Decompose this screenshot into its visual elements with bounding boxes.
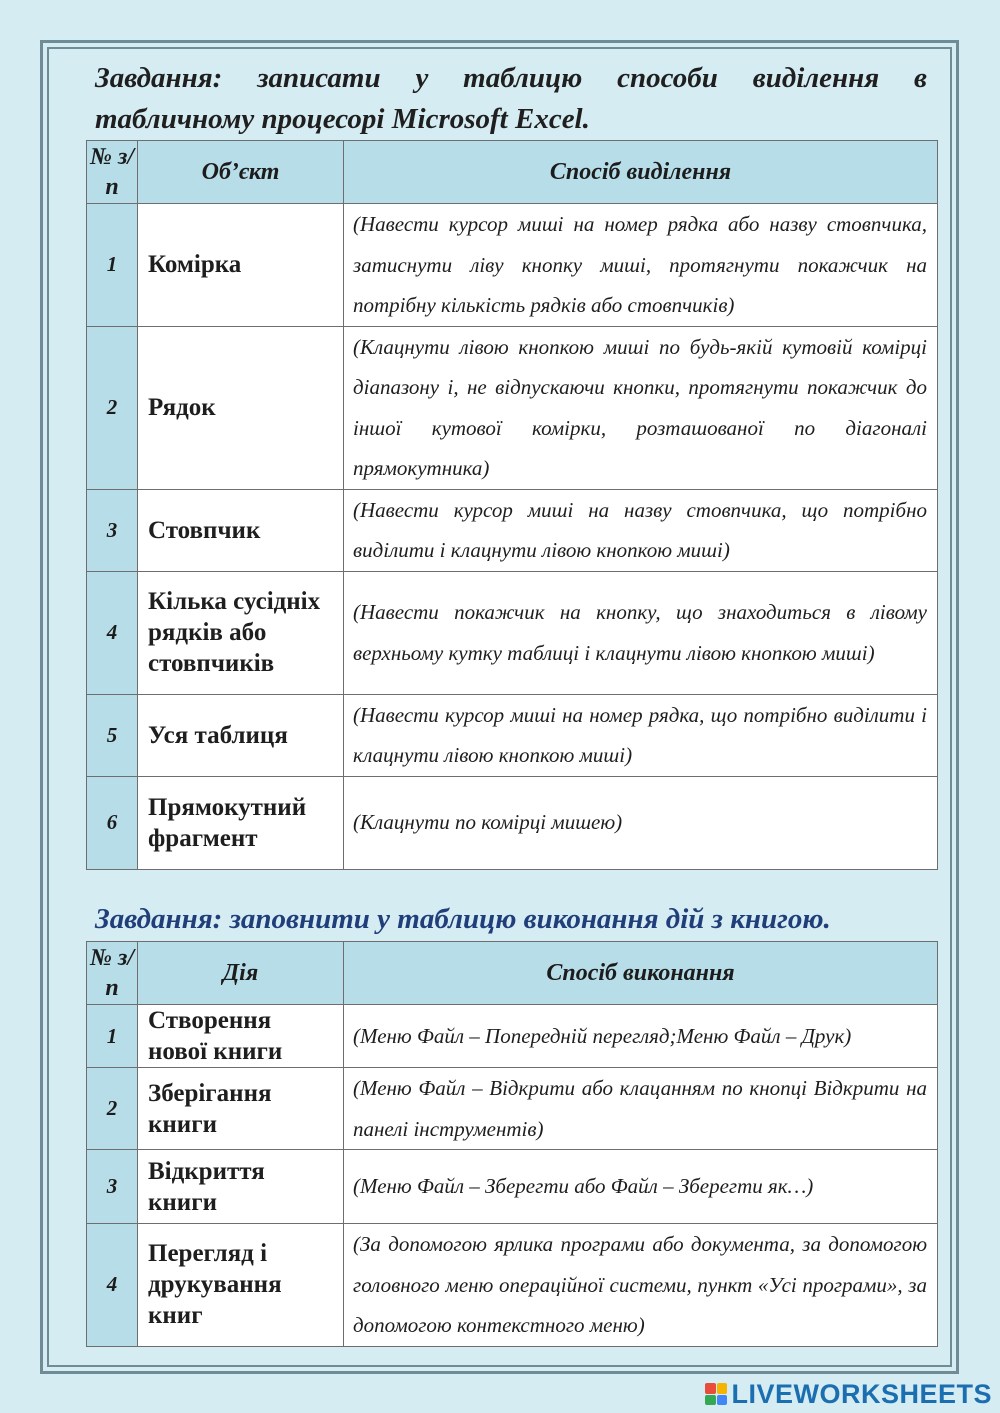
method-cell[interactable]: (Навести покажчик на кнопку, що знаходиться в лівому верхньому кутку таблиці і клацнути лівою кнопкою миші)	[344, 571, 938, 694]
table-row	[87, 694, 938, 776]
column-header-num: № з/п	[87, 141, 138, 204]
table-row	[87, 1005, 938, 1068]
method-cell[interactable]: (Меню Файл – Відкрити або клацанням по кнопці Відкрити на панелі інструментів)	[344, 1068, 938, 1150]
method-cell[interactable]: (Навести курсор миші на назву стовпчика, що потрібно виділити і клацнути лівою кнопкою миші)	[344, 489, 938, 571]
object-cell: Рядок	[138, 326, 344, 489]
object-cell: Кілька сусідніх рядків або стовпчиків	[138, 571, 344, 694]
action-cell: Відкриття книги	[138, 1150, 344, 1224]
object-cell: Прямокутний фрагмент	[138, 776, 344, 869]
task2-title: Завдання: заповнити у таблицю виконання дій з книгою.	[95, 903, 831, 935]
table-row	[87, 1150, 938, 1224]
object-cell: Стовпчик	[138, 489, 344, 571]
object-cell: Уся таблиця	[138, 694, 344, 776]
row-number: 3	[87, 1150, 138, 1224]
method-cell[interactable]: (Навести курсор миші на номер рядка або назву стовпчика, затиснути ліву кнопку миші, протягнути покажчик на потрібну кількість рядків або стовпчиків)	[344, 204, 938, 327]
liveworksheets-logo	[705, 1379, 992, 1409]
method-cell[interactable]: (Навести курсор миші на номер рядка, що потрібно виділити і клацнути лівою кнопкою миші)	[344, 694, 938, 776]
table-header-row	[87, 942, 938, 1005]
row-number: 1	[87, 204, 138, 327]
row-number: 6	[87, 776, 138, 869]
row-number: 3	[87, 489, 138, 571]
column-header-method: Спосіб виконання	[344, 942, 938, 1005]
logo-square-red	[705, 1383, 716, 1394]
row-number: 5	[87, 694, 138, 776]
row-number: 4	[87, 571, 138, 694]
selection-methods-table	[86, 140, 938, 870]
table-row	[87, 489, 938, 571]
column-header-num: № з/п	[87, 942, 138, 1005]
column-header-method: Спосіб виділення	[344, 141, 938, 204]
table-row	[87, 571, 938, 694]
action-cell: Створення нової книги	[138, 1005, 344, 1068]
book-actions-table	[86, 941, 938, 1347]
table-row	[87, 326, 938, 489]
object-cell: Комірка	[138, 204, 344, 327]
method-cell[interactable]: (Меню Файл – Попередній перегляд;Меню Файл – Друк)	[344, 1005, 938, 1068]
logo-square-yellow	[717, 1383, 728, 1394]
logo-square-blue	[717, 1395, 728, 1406]
method-cell[interactable]: (Меню Файл – Зберегти або Файл – Зберегти як…)	[344, 1150, 938, 1224]
method-cell[interactable]: (Клацнути лівою кнопкою миші по будь-якій кутовій комірці діапазону і, не відпускаючи кнопки, протягнути покажчик до іншої кутової комірки, розташованої по діагоналі прямокутника)	[344, 326, 938, 489]
liveworksheets-logo-text: LIVEWORKSHEETS	[731, 1378, 992, 1409]
logo-square-green	[705, 1395, 716, 1406]
action-cell: Зберігання книги	[138, 1068, 344, 1150]
row-number: 2	[87, 1068, 138, 1150]
row-number: 2	[87, 326, 138, 489]
row-number: 4	[87, 1224, 138, 1347]
method-cell[interactable]: (За допомогою ярлика програми або документа, за допомогою головного меню операційної системи, пункт «Усі програми», за допомогою контекстного меню)	[344, 1224, 938, 1347]
table-row	[87, 1224, 938, 1347]
table-row	[87, 776, 938, 869]
action-cell: Перегляд і друкування книг	[138, 1224, 344, 1347]
task1-title: Завдання: записати у таблицю способи виділення в табличному процесорі Microsoft Excel.	[95, 62, 927, 135]
table-header-row	[87, 141, 938, 204]
column-header-object: Об’єкт	[138, 141, 344, 204]
table-row	[87, 1068, 938, 1150]
liveworksheets-logo-icon	[705, 1383, 727, 1405]
method-cell[interactable]: (Клацнути по комірці мишею)	[344, 776, 938, 869]
row-number: 1	[87, 1005, 138, 1068]
table-row	[87, 204, 938, 327]
column-header-action: Дія	[138, 942, 344, 1005]
